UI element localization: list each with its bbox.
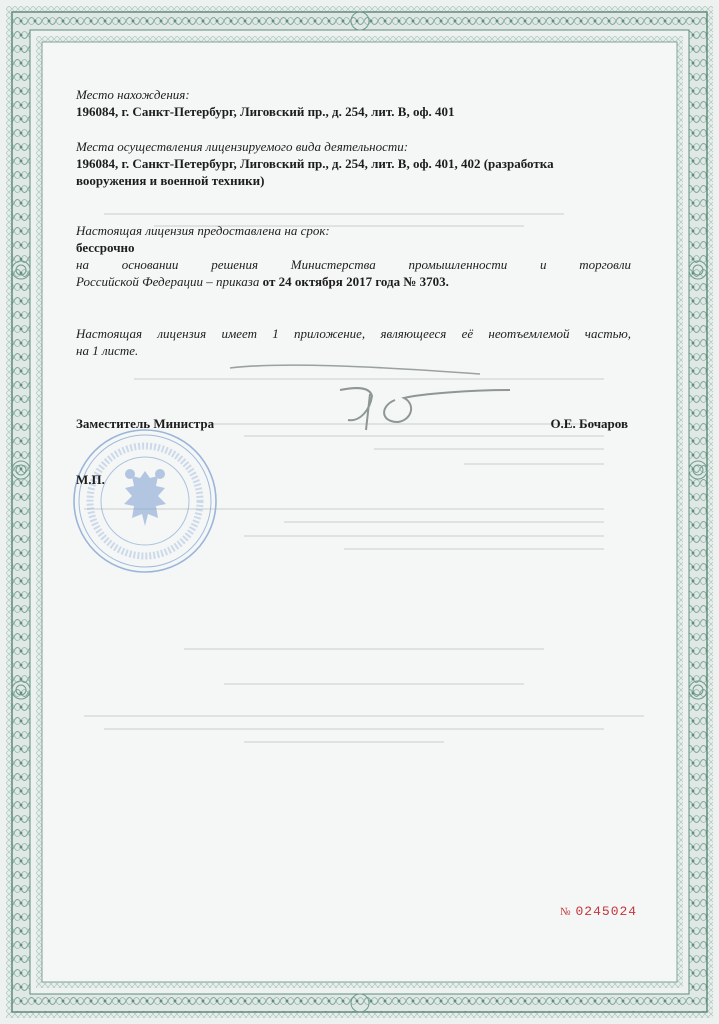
serial-number-value: 0245024: [575, 904, 638, 919]
appendix-line1: Настоящая лицензия имеет 1 приложение, являющееся её неотъемлемой частью,: [76, 326, 631, 341]
term-label: Настоящая лицензия предоставлена на срок:: [76, 223, 330, 238]
number-sign: №: [560, 906, 572, 918]
term-basis-line1: на основании решения Министерства промышленности и торговли: [76, 257, 631, 272]
stamp-label: М.П.: [76, 472, 105, 487]
activity-places-label: Места осуществления лицензируемого вида деятельности:: [76, 139, 409, 154]
signatory-position: Заместитель Министра: [76, 416, 215, 431]
activity-places-value-line1: 196084, г. Санкт-Петербург, Лиговский пр., д. 254, лит. В, оф. 401, 402 (разработка: [76, 156, 554, 171]
activity-places-value-line2: вооружения и военной техники): [76, 173, 265, 188]
term-basis-line2-bold: от 24 октября 2017 года № 3703.: [262, 274, 449, 289]
official-seal: [70, 426, 220, 576]
term-value: бессрочно: [76, 240, 135, 255]
location-value: 196084, г. Санкт-Петербург, Лиговский пр., д. 254, лит. В, оф. 401: [76, 104, 455, 119]
signatory-name: О.Е. Бочаров: [550, 416, 628, 431]
term-basis-line2-italic: Российской Федерации – приказа: [76, 274, 263, 289]
appendix-line2: на 1 листе.: [76, 343, 139, 358]
location-label: Место нахождения:: [76, 87, 190, 102]
handwritten-signature: [220, 360, 520, 440]
term-basis-line2: [76, 273, 631, 290]
serial-number: [560, 904, 637, 919]
